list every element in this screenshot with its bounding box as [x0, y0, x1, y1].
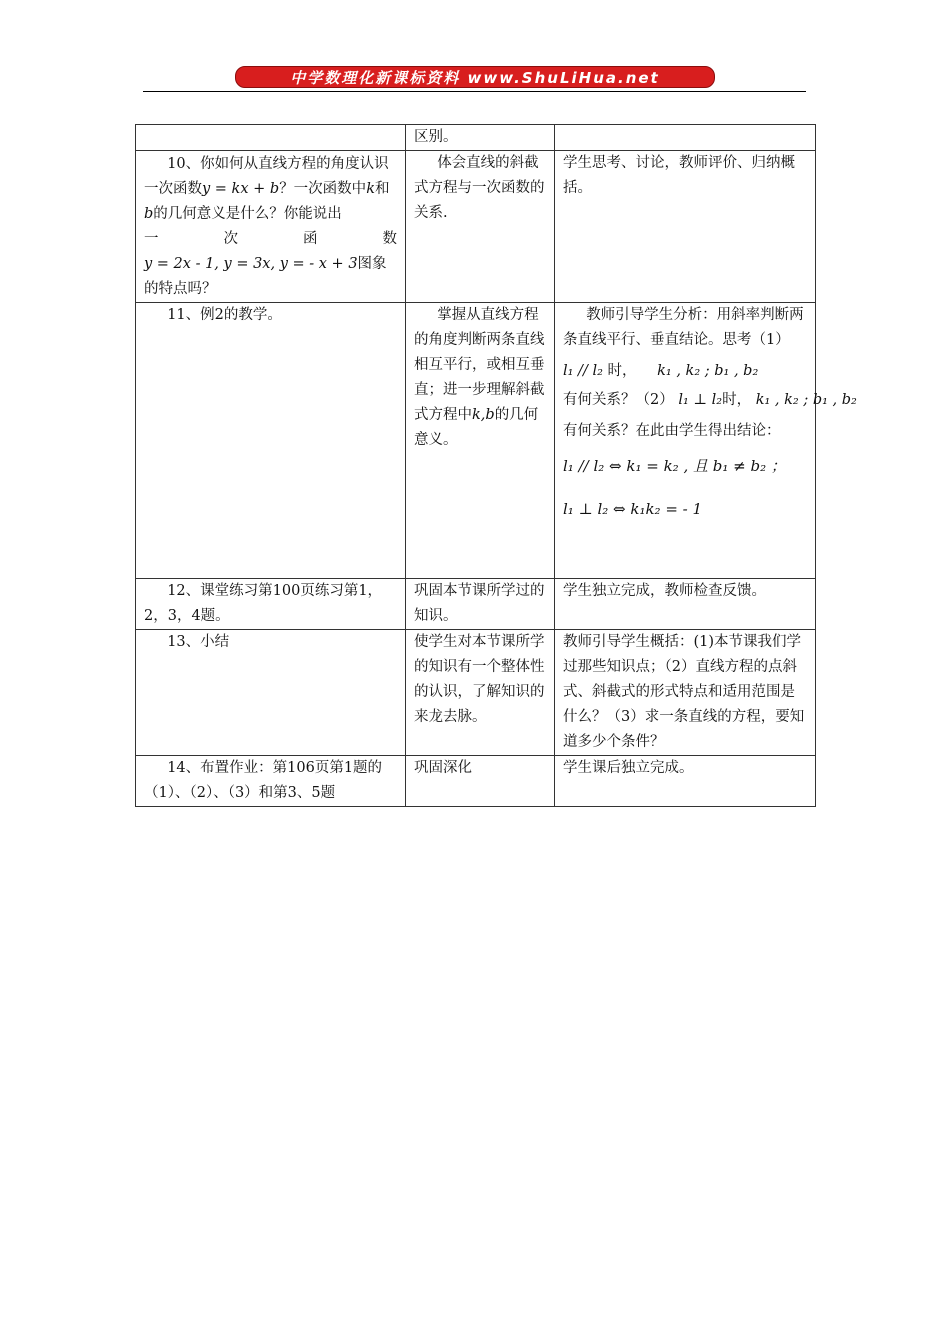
- purpose-text: 的几何意义。: [414, 407, 539, 448]
- activity-text: 14、布置作业：第106页第1题的（1）、（2）、（3）和第3、5题: [144, 760, 383, 801]
- formula-perpendicular: l₁ ⊥ l₂: [678, 392, 723, 408]
- formula-slopes-intercepts: k₁ , k₂ ; b₁ , b₂: [657, 363, 759, 379]
- method-cell: [555, 756, 816, 807]
- conclusion-parallel: l₁ // l₂ ⇔ k₁ = k₂ , 且 b₁ ≠ b₂ ；: [563, 457, 786, 475]
- table-row: [136, 303, 816, 579]
- activity-text: 10、你如何从直线方程的角度认识一次函数: [144, 156, 389, 197]
- method-text: 学生思考、讨论，教师评价、归纳概括。: [563, 155, 795, 196]
- banner-text: 中学数理化新课标资料 www.ShuLiHua.net: [290, 68, 660, 87]
- table-row: [136, 756, 816, 807]
- header-rule: [143, 91, 806, 92]
- activity-text: 图象的特点吗？: [144, 256, 387, 297]
- method-text: 教师引导学生分析：用斜率判断两条直线平行、垂直结论。思考（1）: [563, 307, 804, 348]
- method-cell: [555, 579, 816, 630]
- activity-text: 的几何意义是什么？你能说出: [153, 206, 342, 222]
- activity-text: ？一次函数中: [279, 181, 367, 197]
- purpose-text: 使学生对本节课所学的知识有一个整体性的认识，了解知识的来龙去脉。: [414, 634, 545, 725]
- purpose-text: 巩固本节课所学过的知识。: [414, 583, 545, 624]
- activity-cell: [136, 630, 406, 756]
- spaced-word-line: 一 次 函 数: [144, 231, 397, 247]
- activity-cell: [136, 125, 406, 151]
- method-text: 学生独立完成，教师检查反馈。: [563, 583, 766, 599]
- method-text: 学生课后独立完成。: [563, 760, 694, 776]
- purpose-text: 巩固深化: [414, 760, 472, 776]
- activity-text: 11、例2的教学。: [167, 307, 282, 323]
- formula-slopes-intercepts: k₁ , k₂ ; b₁ , b₂: [755, 392, 857, 408]
- table-row: [136, 151, 816, 303]
- activity-text: 12、课堂练习第100页练习第1，2，3，4题。: [144, 583, 383, 624]
- purpose-cell: [406, 630, 555, 756]
- purpose-cell: [406, 303, 555, 579]
- table-row: [136, 579, 816, 630]
- lesson-table: [135, 124, 857, 807]
- formula-kb: k,b: [472, 407, 495, 423]
- method-cell: [555, 151, 816, 303]
- method-cell: 教师引导学生分析：用斜率判断两条直线平行、垂直结论。思考（1） l₁ // l₂ 时， k₁ , k₂ ; b₁ , b₂ 有何关系？（2） l₁ ⊥ l₂时， k₁ , k₂ ; b₁ , b₂ 有何关系？在此由学生得出结论： l₁ // l₂ ⇔ k₁ = k₂ , 且 b₁ ≠ b₂ ； l₁ ⊥ l₂ ⇔ k₁k₂ = - 1: [555, 303, 816, 579]
- activity-cell: [136, 151, 406, 303]
- formula-linear-function: y = kx + b: [202, 181, 280, 197]
- method-cell: [555, 125, 816, 151]
- purpose-text: 掌握从直线方程的角度判断两条直线相互平行，或相互垂直；进一步理解斜截式方程中: [414, 307, 545, 423]
- activity-cell: [136, 579, 406, 630]
- method-text: 有何关系？在此由学生得出结论：: [563, 423, 781, 439]
- variable-k: k: [366, 181, 375, 197]
- activity-text: 13、小结: [167, 634, 230, 650]
- activity-text: 和: [374, 181, 390, 197]
- site-banner: [235, 66, 715, 88]
- activity-cell: [136, 303, 406, 579]
- method-cell: [555, 630, 816, 756]
- conclusion-perpendicular: l₁ ⊥ l₂ ⇔ k₁k₂ = - 1: [563, 500, 703, 518]
- table-row: [136, 125, 816, 151]
- table-row: [136, 630, 816, 756]
- method-text: 教师引导学生概括：(1)本节课我们学过那些知识点；（2）直线方程的点斜式、斜截式的形式特点和适用范围是什么？（3）求一条直线的方程，要知道多少个条件？: [563, 634, 805, 750]
- purpose-cell: [406, 579, 555, 630]
- purpose-text: 体会直线的斜截式方程与一次函数的关系.: [414, 155, 545, 221]
- formula-examples: y = 2x - 1, y = 3x, y = - x + 3: [144, 256, 358, 272]
- purpose-cell: 区别。: [406, 125, 555, 151]
- formula-parallel: l₁ // l₂: [563, 363, 603, 379]
- activity-cell: [136, 756, 406, 807]
- purpose-cell: [406, 151, 555, 303]
- variable-b: b: [144, 206, 154, 222]
- purpose-cell: [406, 756, 555, 807]
